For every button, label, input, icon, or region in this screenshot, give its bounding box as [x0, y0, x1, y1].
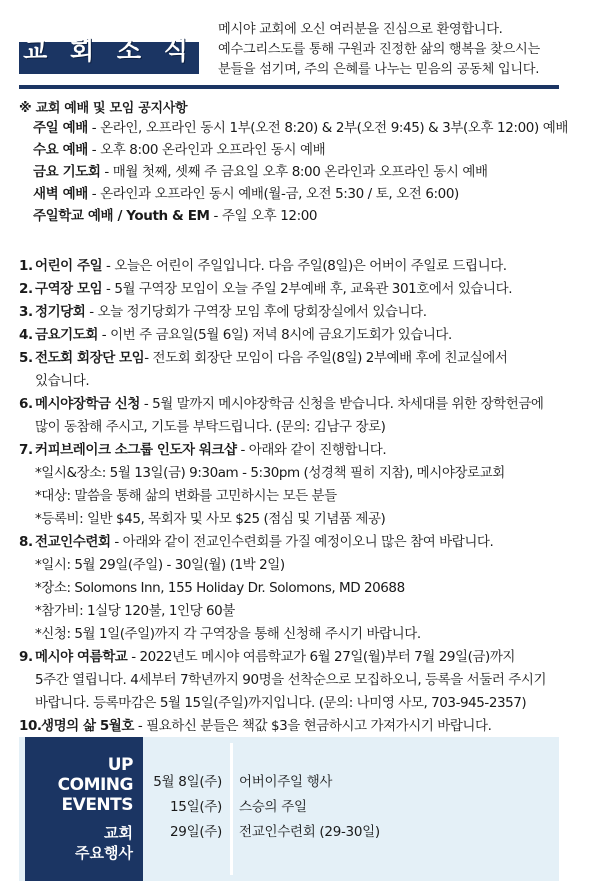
service-name: 새벽 예배 [33, 186, 88, 202]
events-separator [230, 743, 233, 875]
item-heading: 전도회 회장단 모임 [35, 350, 145, 366]
welcome-line: 분들을 섬기며, 주의 은혜를 나누는 믿음의 공동체 입니다. [218, 62, 540, 77]
item-number: 3. [19, 304, 33, 320]
event-name: 전교인수련회 (29-30일) [239, 824, 380, 840]
event-name: 어버이주일 행사 [239, 774, 333, 790]
item-detail: *신청: 5월 1일(주일)까지 각 구역장을 통해 신청해 주시기 바랍니다. [35, 626, 421, 642]
item-text: - 오늘 정기당회가 구역장 모임 후에 당회장실에서 있습니다. [85, 304, 427, 320]
service-desc: - 오후 8:00 온라인과 오프라인 동시 예배 [87, 142, 326, 158]
events-subtitle [23, 823, 133, 863]
item-text: - 오늘은 어린이 주일입니다. 다음 주일(8일)은 어버이 주일로 드립니다. [102, 258, 507, 274]
item-number: 1. [19, 258, 33, 274]
item-text: - 아래와 같이 전교인수련회를 가질 예정이오니 많은 참여 바랍니다. [110, 534, 494, 550]
header-divider [19, 85, 559, 89]
announcement-item [19, 393, 574, 439]
service-line [33, 140, 325, 160]
item-text: - 5월 구역장 모임이 오늘 주일 2부예배 후, 교육관 301호에서 있습니다. [102, 281, 513, 297]
item-detail: *참가비: 1실당 120불, 1인당 60불 [35, 603, 235, 619]
item-number: 2. [19, 281, 33, 297]
welcome-line: 예수그리스도를 통해 구원과 진정한 삶의 행복을 찾으시는 [218, 42, 540, 57]
item-detail: *장소: Solomons Inn, 155 Holiday Dr. Solomons, MD 20688 [35, 580, 405, 596]
service-desc: - 온라인과 오프라인 동시 예배(월-금, 오전 5:30 / 토, 오전 6:00) [87, 186, 459, 202]
welcome-line: 메시야 교회에 오신 여러분을 진심으로 환영합니다. [218, 22, 503, 37]
announcement-item [19, 531, 574, 646]
events-title-line: COMING [57, 775, 133, 795]
item-number: 9. [19, 649, 33, 665]
item-heading: 금요기도회 [35, 327, 98, 343]
item-number: 4. [19, 327, 33, 343]
item-heading: 정기당회 [35, 304, 86, 320]
item-number: 7. [19, 442, 33, 458]
item-heading: 커피브레이크 소그룹 인도자 워크샵 [35, 442, 237, 458]
item-text: 5주간 열립니다. 4세부터 7학년까지 90명을 선착순으로 모집하오니, 등록을 서둘러 주시기 [35, 672, 547, 688]
item-text: - 2022년도 메시야 여름학교가 6월 27일(월)부터 7월 29일(금)까지 [127, 649, 516, 665]
service-line [33, 184, 459, 204]
events-title [23, 755, 133, 815]
upcoming-events-box [19, 737, 559, 881]
service-line [33, 206, 317, 226]
service-name: 금요 기도회 [33, 164, 101, 180]
announcement-list [19, 255, 574, 738]
service-line [33, 118, 568, 138]
item-detail: *일시&장소: 5월 13일(금) 9:30am - 5:30pm (성경책 필히 지참), 메시야장로교회 [35, 465, 505, 481]
item-number: 10. [19, 718, 42, 734]
announcement-item [19, 646, 574, 715]
item-text: 많이 동참해 주시고, 기도를 부탁드립니다. (문의: 김남구 장로) [35, 419, 386, 435]
item-detail: *대상: 말씀을 통해 삶의 변화를 고민하시는 모든 분들 [35, 488, 337, 504]
item-number: 6. [19, 396, 33, 412]
announcement-item [19, 439, 574, 531]
item-number: 5. [19, 350, 33, 366]
item-text: - 아래와 같이 진행합니다. [236, 442, 387, 458]
page-title-banner [19, 28, 199, 74]
event-date: 29일(주) [170, 824, 222, 840]
item-heading: 메시야 여름학교 [35, 649, 128, 665]
item-heading: 생명의 삶 5월호 [41, 718, 134, 734]
announcement-item [19, 324, 574, 347]
events-title-line: UP [107, 755, 133, 775]
item-heading: 메시야장학금 신청 [35, 396, 140, 412]
announcement-item [19, 301, 574, 324]
service-desc: - 주일 오후 12:00 [209, 208, 318, 224]
item-text: - 필요하신 분들은 책값 $3을 현금하시고 가져가시기 바랍니다. [134, 718, 492, 734]
item-detail: *등록비: 일반 $45, 목회자 및 사모 $25 (점심 및 기념품 제공) [35, 511, 386, 527]
service-name: 수요 예배 [33, 142, 88, 158]
item-heading: 구역장 모임 [35, 281, 103, 297]
item-text: - 이번 주 금요일(5월 6일) 저녁 8시에 금요기도회가 있습니다. [97, 327, 452, 343]
item-text: - 5월 말까지 메시야장학금 신청을 받습니다. 차세대를 위한 장학헌금에 [139, 396, 544, 412]
events-subtitle-line: 교회 [104, 824, 133, 842]
events-title-panel [25, 737, 143, 881]
events-subtitle-line: 주요행사 [75, 844, 133, 862]
event-date: 5월 8일(주) [153, 774, 222, 790]
announcement-item [19, 255, 574, 278]
service-name: 주일 예배 [33, 120, 88, 136]
announcement-item [19, 278, 574, 301]
events-title-line: EVENTS [61, 795, 133, 815]
item-text: 있습니다. [35, 373, 90, 389]
welcome-message [218, 20, 568, 80]
service-line [33, 162, 488, 182]
item-number: 8. [19, 534, 33, 550]
service-name: 주일학교 예배 / Youth & EM [33, 208, 210, 224]
item-detail: *일시: 5월 29일(주일) - 30일(월) (1박 2일) [35, 557, 285, 573]
service-desc: - 매월 첫째, 셋째 주 금요일 오후 8:00 온라인과 오프라인 동시 예배 [100, 164, 488, 180]
event-name: 스승의 주일 [239, 799, 307, 815]
notice-title: ※ 교회 예배 및 모임 공지사항 [19, 101, 188, 116]
announcement-item [19, 715, 574, 738]
item-text: - 전도회 회장단 모임이 다음 주일(8일) 2부예배 후에 친교실에서 [144, 350, 508, 366]
event-date: 15일(주) [170, 799, 222, 815]
item-text: 바랍니다. 등록마감은 5월 15일(주일)까지입니다. (문의: 나미영 사모, 703-945-2357) [35, 695, 527, 711]
announcement-item [19, 347, 574, 393]
item-heading: 어린이 주일 [35, 258, 103, 274]
item-heading: 전교인수련회 [35, 534, 111, 550]
page-title: 교 회 소 식 [23, 36, 195, 65]
service-desc: - 온라인, 오프라인 동시 1부(오전 8:20) & 2부(오전 9:45) & 3부(오후 12:00) 예배 [87, 120, 569, 136]
